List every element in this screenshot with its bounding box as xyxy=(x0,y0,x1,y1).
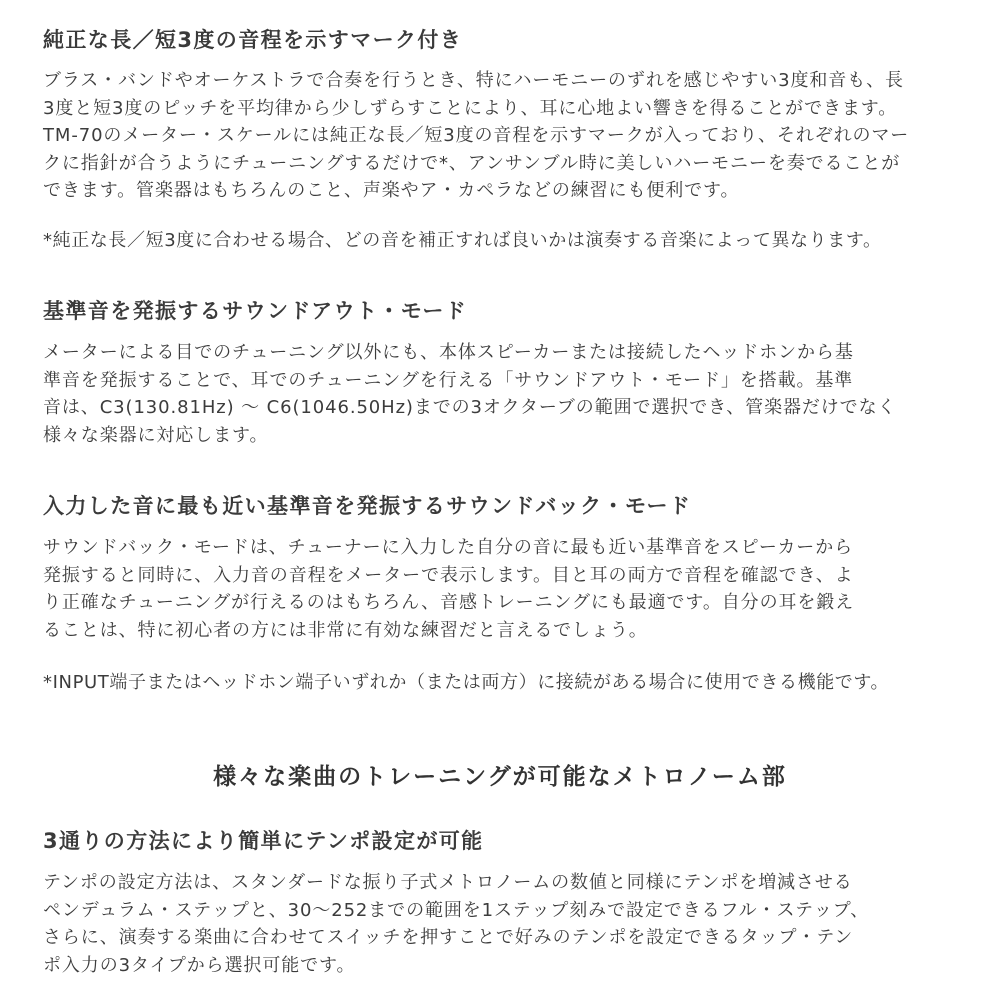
body-line: さらに、演奏する楽曲に合わせてスイッチを押すことで好みのテンポを設定できるタップ・テン xyxy=(43,927,854,949)
body-line: り正確なチューニングが行えるのはもちろん、音感トレーニングにも最適です。自分の耳を鍛え xyxy=(43,592,855,614)
body-line: ペンデュラム・ステップと、30〜252までの範囲を1ステップ刻みで設定できるフル・ステップ、 xyxy=(43,899,870,921)
body-line: ブラス・バンドやオーケストラで合奏を行うとき、特にハーモニーのずれを感じやすい3度和音も、長 xyxy=(43,70,904,91)
body-line: クに指針が合うようにチューニングするだけで*、アンサンブル時に美しいハーモニーを奏でることが xyxy=(43,152,901,174)
main-heading-metronome: 様々な楽曲のトレーニングが可能なメトロノーム部 xyxy=(213,764,787,790)
footnote-just-intonation: *純正な長／短3度に合わせる場合、どの音を補正すれば良いかは演奏する音楽によって異なります。 xyxy=(43,230,882,251)
section-title-sound-back: 入力した音に最も近い基準音を発振するサウンドバック・モード xyxy=(43,494,692,518)
footnote-sound-back: *INPUT端子またはヘッドホン端子いずれか（または両方）に接続がある場合に使用できる機能です。 xyxy=(43,672,890,693)
body-line: できます。管楽器はもちろんのこと、声楽やア・カペラなどの練習にも便利です。 xyxy=(43,180,740,202)
body-line: 3度と短3度のピッチを平均律から少しずらすことにより、耳に心地よい響きを得ることができます。 xyxy=(43,97,898,119)
body-line: ポ入力の3タイプから選択可能です。 xyxy=(43,954,356,976)
body-line: 音は、C3(130.81Hz) 〜 C6(1046.50Hz)までの3オクターブの範囲で選択でき、管楽器だけでなく xyxy=(43,397,897,419)
body-line: 準音を発振することで、耳でのチューニングを行える「サウンドアウト・モード」を搭載。基準 xyxy=(43,369,854,391)
section-body-just-intonation xyxy=(43,67,909,205)
section-title-just-intonation: 純正な長／短3度の音程を示すマーク付き xyxy=(43,28,463,52)
body-line: メーターによる目でのチューニング以外にも、本体スピーカーまたは接続したヘッドホンから基 xyxy=(43,342,854,363)
body-line: テンポの設定方法は、スタンダードな振り子式メトロノームの数値と同様にテンポを増減させる xyxy=(43,872,853,893)
body-line: 様々な楽器に対応します。 xyxy=(43,424,269,446)
section-title-sound-out: 基準音を発振するサウンドアウト・モード xyxy=(43,299,468,323)
section-body-tempo-setting xyxy=(43,869,869,979)
section-title-tempo-setting: 3通りの方法により簡単にテンポ設定が可能 xyxy=(43,829,484,853)
body-line: ることは、特に初心者の方には非常に有効な練習だと言えるでしょう。 xyxy=(43,619,648,641)
body-line: 発振すると同時に、入力音の音程をメーターで表示します。目と耳の両方で音程を確認でき、よ xyxy=(43,564,854,586)
body-line: サウンドバック・モードは、チューナーに入力した自分の音に最も近い基準音をスピーカーから xyxy=(43,537,853,558)
section-body-sound-out xyxy=(43,339,896,449)
section-body-sound-back xyxy=(43,534,854,644)
body-line: TM-70のメーター・スケールには純正な長／短3度の音程を示すマークが入っており、それぞれのマー xyxy=(43,125,910,147)
